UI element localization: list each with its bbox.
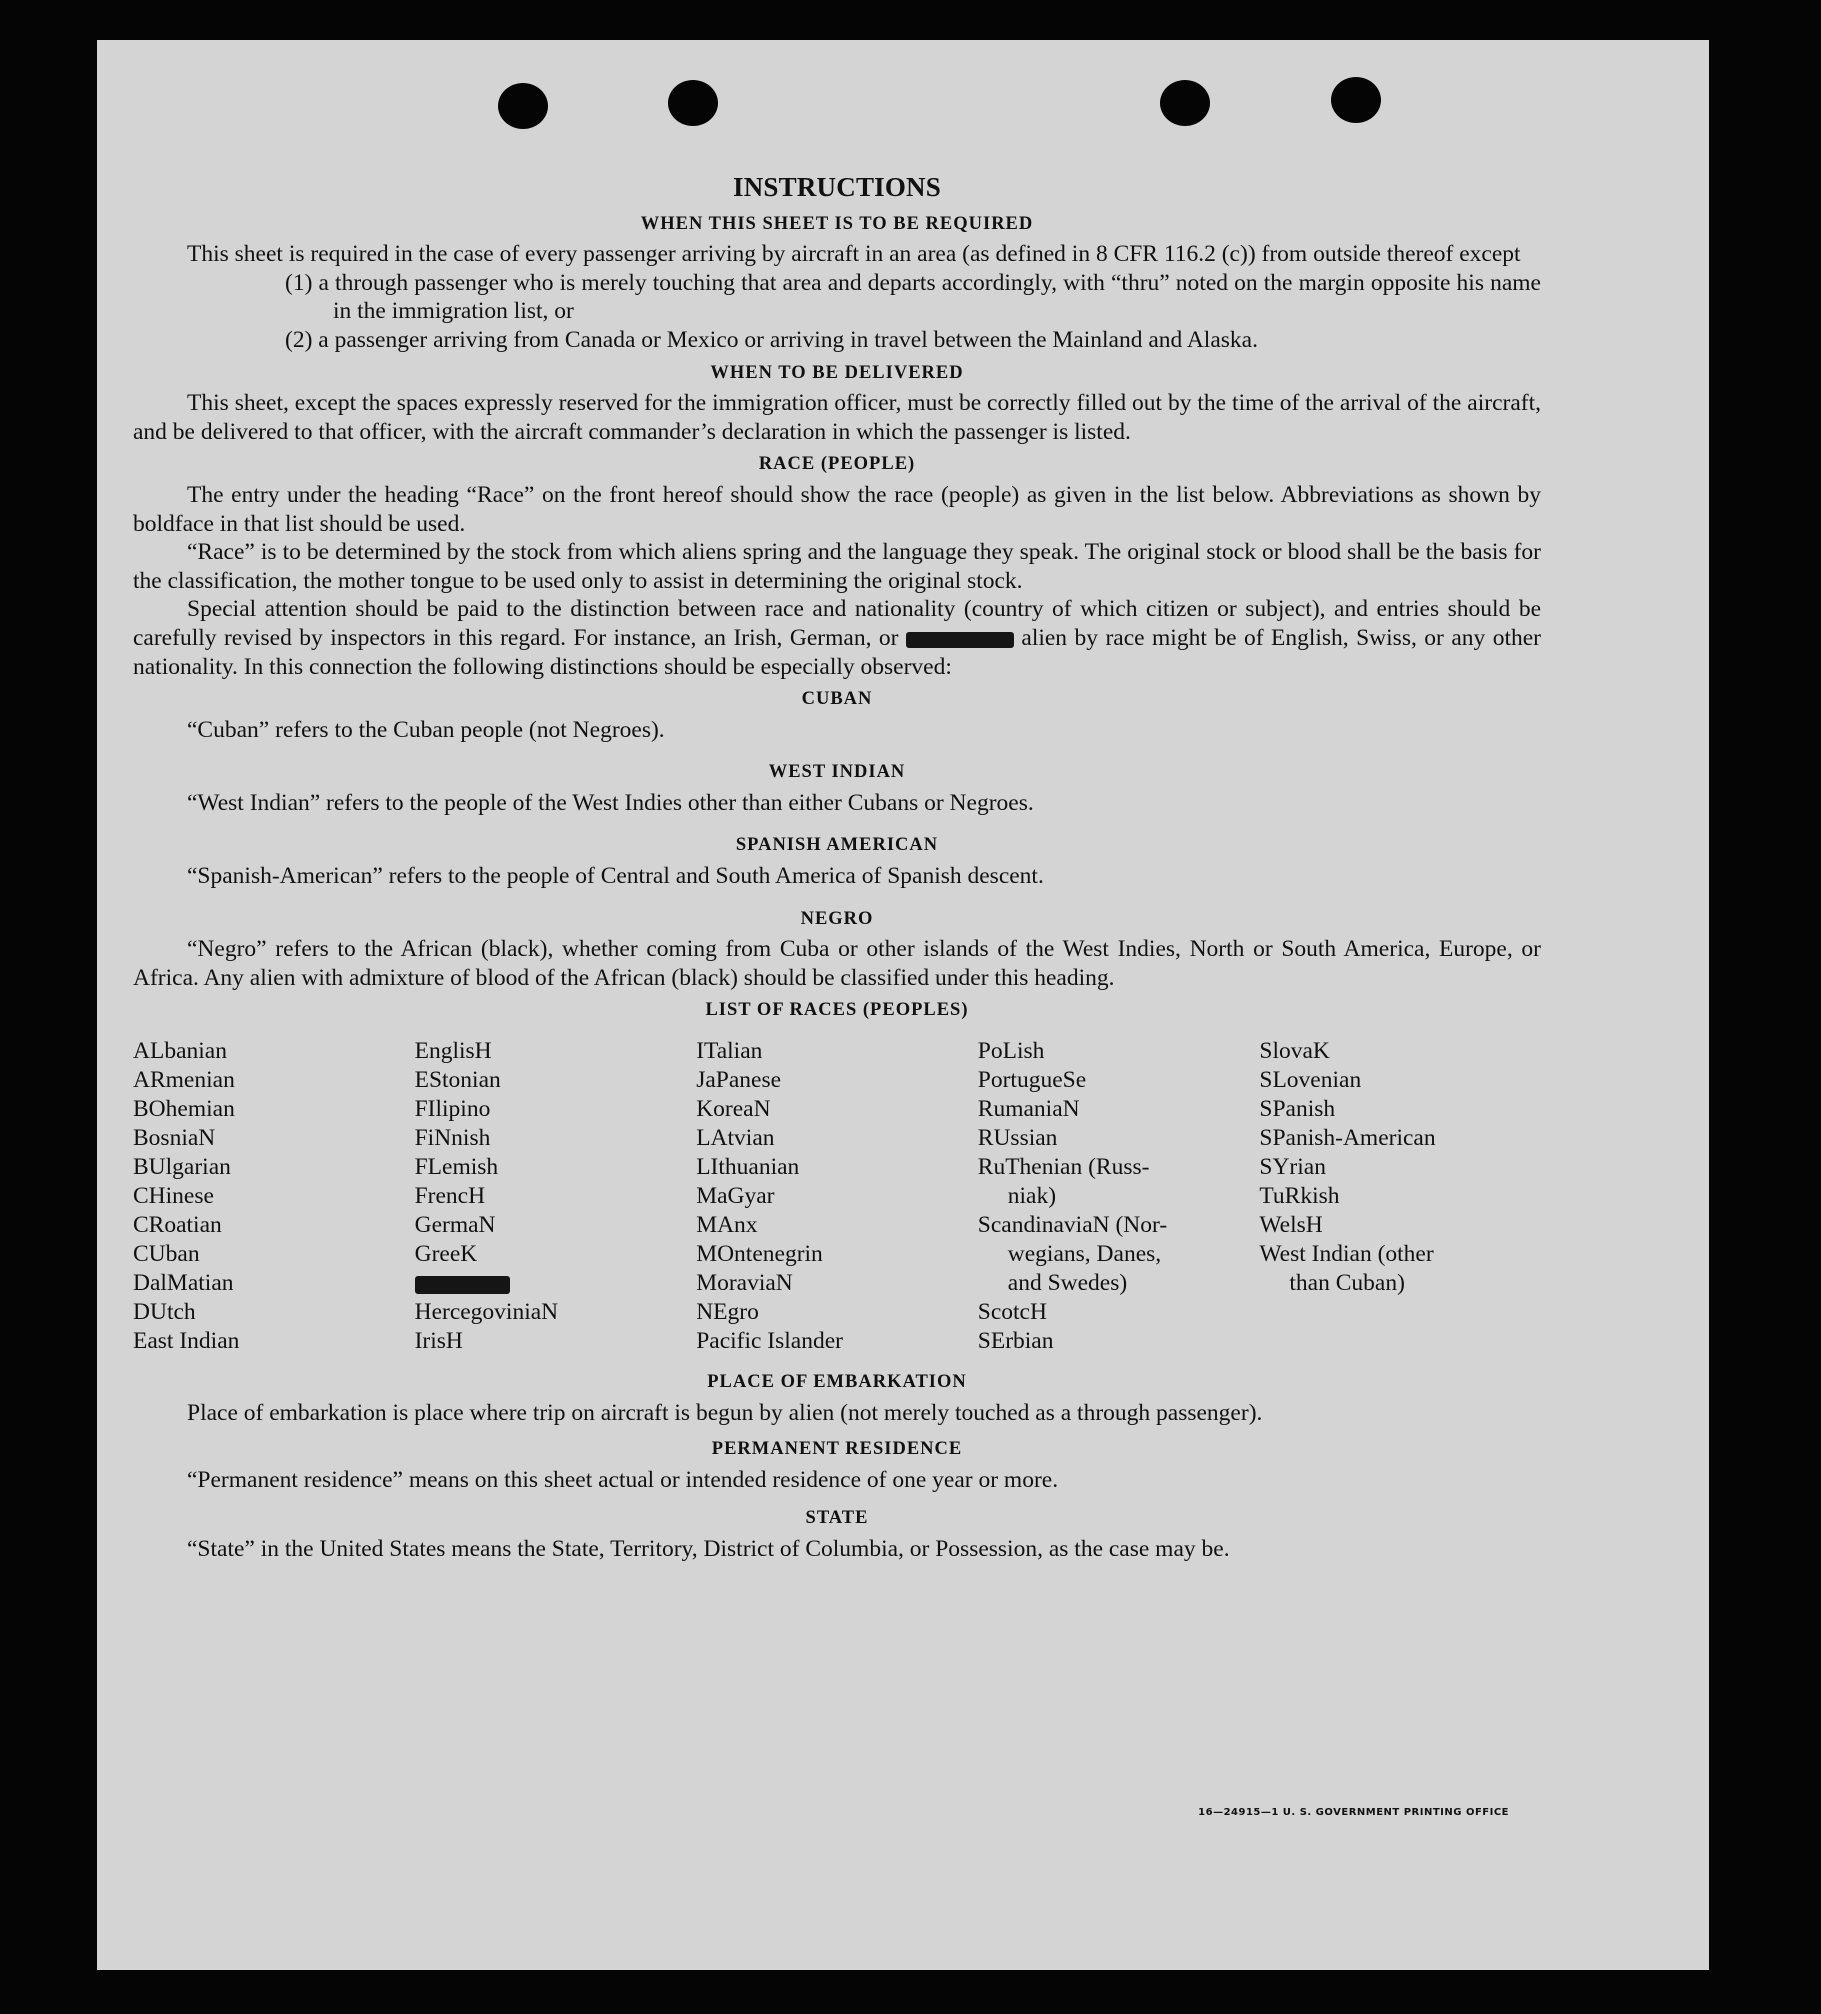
race-entry: MAnx (696, 1212, 758, 1239)
printer-imprint: 16—24915—1 U. S. GOVERNMENT PRINTING OFFICE (1198, 1807, 1509, 1818)
race-entry: WelsH (1259, 1212, 1323, 1239)
paragraph (133, 595, 1541, 681)
punch-hole (498, 83, 548, 129)
race-entry: and Swedes) (1007, 1270, 1128, 1297)
page-title: INSTRUCTIONS (733, 172, 941, 202)
race-entry: niak) (1007, 1183, 1057, 1210)
paragraph: “Permanent residence” means on this sheet actual or intended residence of one year or more. (187, 1466, 1059, 1493)
race-entry: LIthuanian (696, 1154, 800, 1181)
race-entry: wegians, Danes, (1007, 1241, 1162, 1268)
redaction-mark (415, 1276, 510, 1294)
paragraph: The entry under the heading “Race” on the front hereof should show the race (people) as given in the list below. Abbreviations as shown by boldface in that list should be used. (133, 481, 1541, 537)
section-heading: NEGRO (800, 908, 874, 929)
race-entry: RUssian (977, 1125, 1058, 1152)
races-list (133, 1037, 1541, 1356)
race-entry: FLemish (414, 1154, 499, 1181)
race-entry: CUban (133, 1241, 200, 1268)
paragraph: “West Indian” refers to the people of the West Indies other than either Cubans or Negroes. (187, 789, 1034, 816)
races-column (133, 1037, 415, 1356)
paragraph-text: alien by race might be of English, Swiss, or any other nationality. In this connection the following distinctions should be especially observed: (133, 624, 1541, 680)
race-entry: PoLish (977, 1038, 1045, 1065)
race-entry: PortugueSe (977, 1067, 1087, 1094)
instructions-text (133, 173, 1541, 1564)
race-entry: EStonian (414, 1067, 501, 1094)
paragraph-text: Special attention should be paid to the distinction between race and nationality (country of which citizen or subject), and entries should be carefully revised by inspectors in this regard. For instance, an Irish, German, or (133, 596, 1541, 651)
section-heading: CUBAN (801, 689, 873, 710)
paragraph: Place of embarkation is place where trip on aircraft is begun by alien (not merely touched as a through passenger). (187, 1399, 1263, 1426)
section-heading: WEST INDIAN (768, 762, 906, 783)
race-entry: JaPanese (696, 1067, 782, 1094)
section-heading: PLACE OF EMBARKATION (707, 1372, 967, 1393)
race-entry: SYrian (1259, 1154, 1326, 1181)
paragraph: This sheet, except the spaces expressly reserved for the immigration officer, must be correctly filled out by the time of the arrival of the aircraft, and be delivered to that officer, with the aircraft commander’s declaration in which the passenger is listed. (133, 390, 1541, 445)
redaction-mark (906, 632, 1014, 648)
section-heading: PERMANENT RESIDENCE (711, 1439, 963, 1460)
race-entry: MaGyar (696, 1183, 775, 1210)
race-entry: EnglisH (414, 1038, 492, 1065)
race-entry: ScandinaviaN (Nor- (977, 1212, 1168, 1239)
paragraph: “Spanish-American” refers to the people of Central and South America of Spanish descent. (187, 863, 1044, 890)
races-column (415, 1037, 697, 1356)
paragraph: This sheet is required in the case of every passenger arriving by aircraft in an area (as defined in 8 CFR 116.2 (c)) from outside thereof except (187, 241, 1521, 268)
section-heading: STATE (805, 1508, 869, 1529)
race-entry: East Indian (133, 1328, 240, 1355)
section-heading: SPANISH AMERICAN (735, 835, 939, 856)
race-entry: LAtvian (696, 1125, 775, 1152)
race-entry: MoraviaN (696, 1270, 793, 1297)
race-entry: than Cuban) (1289, 1270, 1405, 1297)
race-entry: CRoatian (133, 1212, 222, 1239)
race-entry: BosniaN (133, 1125, 216, 1152)
race-entry: ScotcH (977, 1299, 1047, 1326)
race-entry: West Indian (other (1259, 1241, 1434, 1268)
races-column (1259, 1037, 1541, 1356)
race-entry-redacted (415, 1269, 697, 1298)
paragraph: “State” in the United States means the State, Territory, District of Columbia, or Possession, as the case may be. (187, 1536, 1230, 1562)
race-entry: SErbian (977, 1328, 1054, 1355)
race-entry: RumaniaN (977, 1096, 1080, 1123)
section-heading: WHEN THIS SHEET IS TO BE REQUIRED (640, 213, 1034, 234)
race-entry: FIlipino (414, 1096, 491, 1123)
race-entry: SPanish-American (1259, 1125, 1436, 1152)
race-entry: IrisH (414, 1328, 463, 1355)
race-entry: GermaN (414, 1212, 496, 1239)
race-entry: TuRkish (1259, 1183, 1340, 1210)
races-column (696, 1037, 978, 1356)
race-entry: ALbanian (133, 1038, 227, 1065)
race-entry: MOntenegrin (696, 1241, 823, 1268)
section-heading: LIST OF RACES (PEOPLES) (705, 1000, 969, 1021)
list-item: (1) a through passenger who is merely touching that area and departs accordingly, with “thru” noted on the margin opposite his name in the immigration list, or (285, 269, 1541, 325)
race-entry: ARmenian (133, 1067, 235, 1094)
race-entry: SlovaK (1259, 1038, 1330, 1065)
punch-hole (1160, 80, 1210, 126)
races-column (978, 1037, 1260, 1356)
race-entry: ITalian (696, 1038, 763, 1065)
document-page (97, 40, 1709, 1970)
race-entry: GreeK (414, 1241, 478, 1268)
race-entry: BOhemian (133, 1096, 235, 1123)
race-entry: FrencH (414, 1183, 486, 1210)
race-entry: DalMatian (133, 1270, 234, 1297)
paragraph: “Race” is to be determined by the stock from which aliens spring and the language they speak. The original stock or blood shall be the basis for the classification, the mother tongue to be used only to assist in determining the original stock. (133, 539, 1541, 594)
section-heading: WHEN TO BE DELIVERED (710, 362, 964, 383)
punch-hole (668, 80, 718, 126)
race-entry: CHinese (133, 1183, 214, 1210)
race-entry: HercegoviniaN (414, 1299, 559, 1326)
list-item: (2) a passenger arriving from Canada or Mexico or arriving in travel between the Mainland and Alaska. (285, 326, 1258, 353)
race-entry: RuThenian (Russ- (977, 1154, 1150, 1181)
section-heading: RACE (PEOPLE) (758, 454, 916, 475)
race-entry: SLovenian (1259, 1067, 1362, 1094)
paragraph: “Negro” refers to the African (black), whether coming from Cuba or other islands of the West Indies, North or South America, Europe, or Africa. Any alien with admixture of blood of the African (black) should be classified under this heading. (133, 936, 1541, 991)
race-entry: FiNnish (414, 1125, 491, 1152)
race-entry: NEgro (696, 1299, 759, 1326)
race-entry: BUlgarian (133, 1154, 231, 1181)
punch-hole (1331, 77, 1381, 123)
race-entry: DUtch (133, 1299, 196, 1326)
race-entry: KoreaN (696, 1096, 771, 1123)
race-entry: SPanish (1259, 1096, 1336, 1123)
paragraph: “Cuban” refers to the Cuban people (not Negroes). (187, 716, 665, 743)
race-entry: Pacific Islander (696, 1328, 843, 1355)
